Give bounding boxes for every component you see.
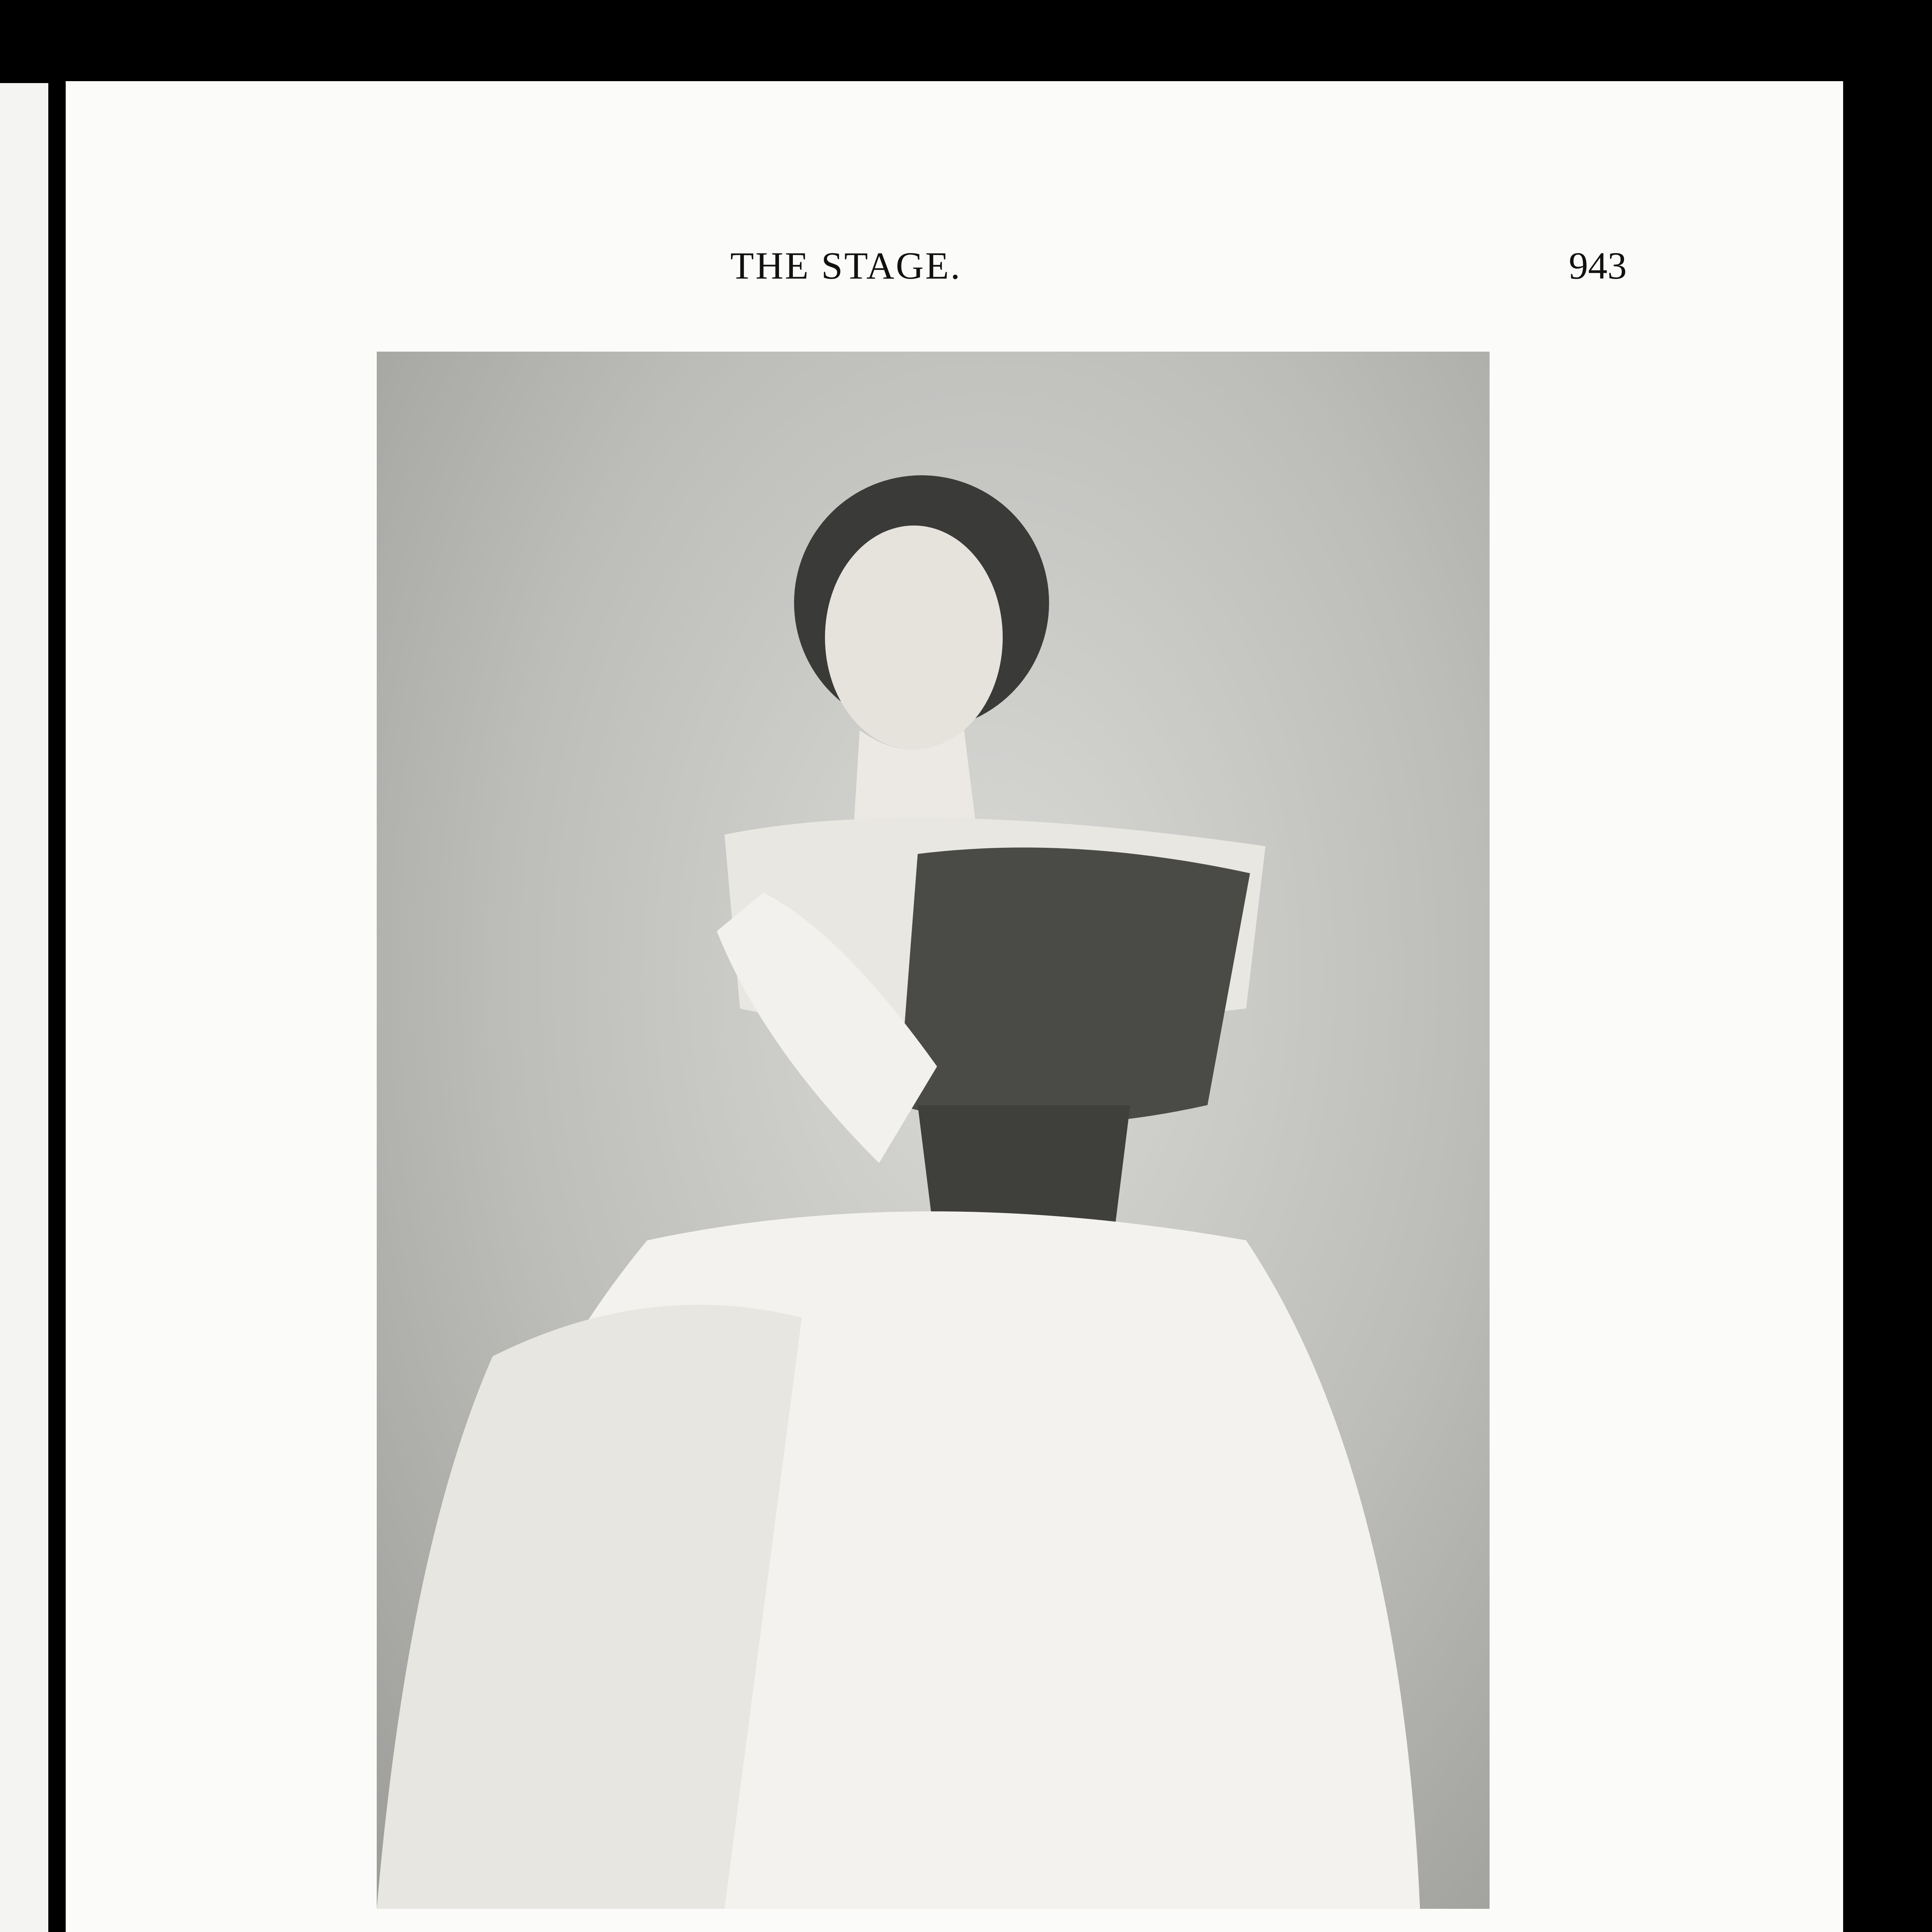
portrait-illustration — [377, 352, 1490, 1909]
running-title: THE STAGE. — [730, 244, 962, 287]
facing-page-edge — [0, 83, 48, 1932]
portrait-bodice-flowers — [898, 847, 1250, 1124]
scan-border — [1843, 77, 1932, 1932]
portrait-photograph — [377, 352, 1490, 1909]
portrait-face — [825, 526, 1003, 750]
book-gutter — [48, 77, 66, 1932]
page-number: 943 — [1569, 244, 1627, 287]
